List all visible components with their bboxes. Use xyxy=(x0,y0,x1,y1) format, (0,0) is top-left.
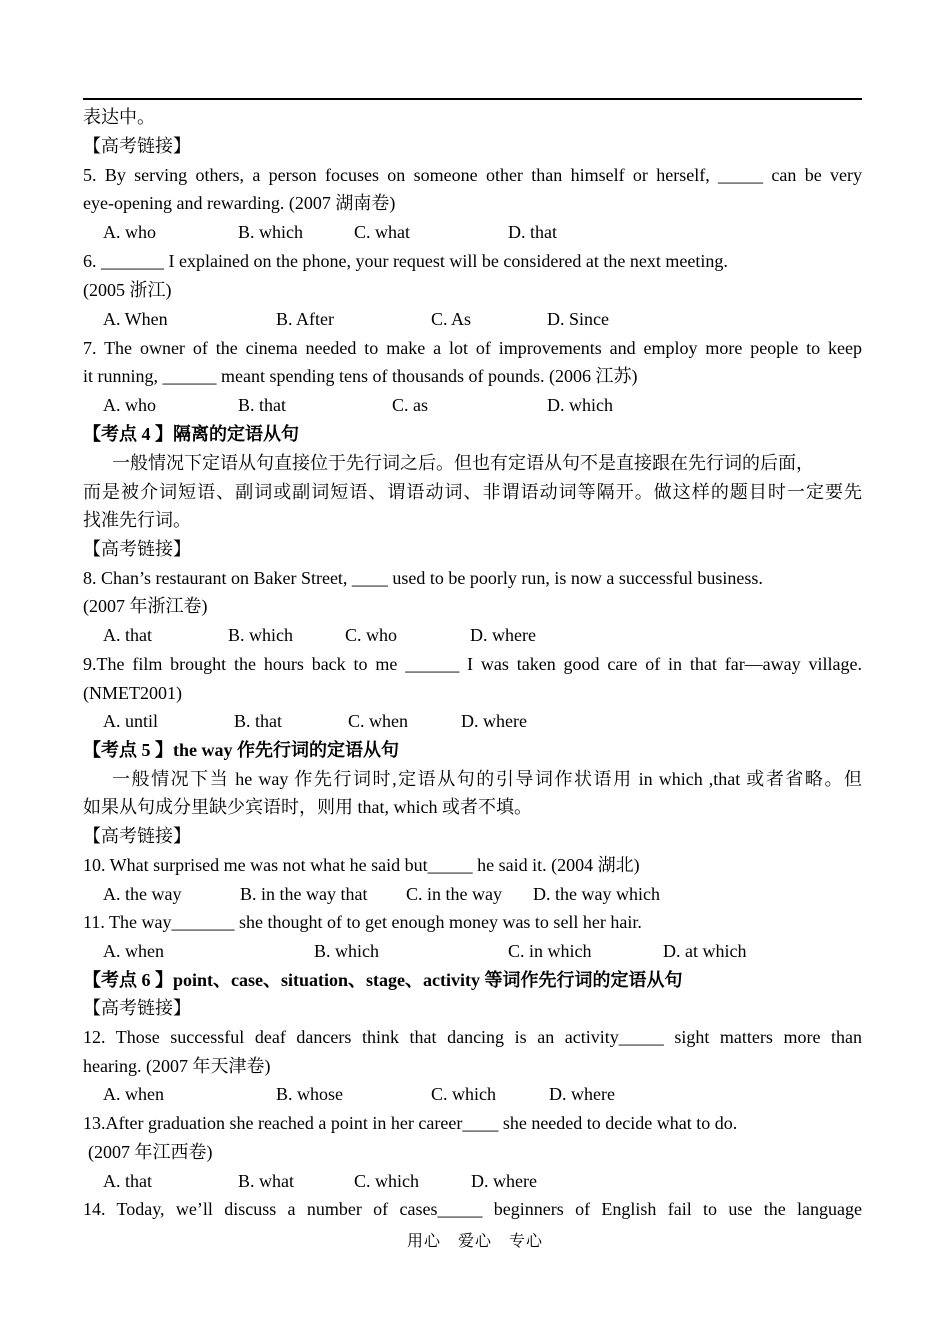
option: C. who xyxy=(345,625,398,645)
question-5-line-2: eye-opening and rewarding. (2007 湖南卷) xyxy=(83,193,396,213)
option: B. which xyxy=(314,941,379,961)
question-12-line-2: hearing. (2007 年天津卷) xyxy=(83,1056,271,1076)
section-heading-4: 【考点 4 】隔离的定语从句 xyxy=(83,424,299,444)
text-line: 表达中。 xyxy=(83,107,155,127)
question-9-line-2: (NMET2001) xyxy=(83,683,182,703)
option: A. when xyxy=(103,941,164,961)
option: D. where xyxy=(461,711,527,731)
section-link-heading: 【高考链接】 xyxy=(83,539,191,559)
section-4-paragraph-line: 而是被介词短语、副词或副词短语、谓语动词、非谓语动词等隔开。做这样的题目时一定要先 xyxy=(83,482,862,502)
option: C. which xyxy=(354,1171,419,1191)
option: C. in which xyxy=(508,941,592,961)
option: A. until xyxy=(103,711,159,731)
question-8-line-1: 8. Chan’s restaurant on Baker Street, ____ used to be poorly run, is now a successful business. xyxy=(83,568,763,588)
section-link-heading: 【高考链接】 xyxy=(83,136,191,156)
option: D. Since xyxy=(547,309,609,329)
question-6-line-2: (2005 浙江) xyxy=(83,280,172,300)
option: A. when xyxy=(103,1084,164,1104)
option: A. the way xyxy=(103,884,182,904)
option: A. that xyxy=(103,1171,152,1191)
section-5-paragraph-line: 如果从句成分里缺少宾语时，则用 that, which 或者不填。 xyxy=(83,797,532,817)
option: D. the way which xyxy=(533,884,660,904)
option: B. that xyxy=(234,711,282,731)
section-4-paragraph-line: 一般情况下定语从句直接位于先行词之后。但也有定语从句不是直接跟在先行词的后面， xyxy=(112,453,814,473)
section-link-heading: 【高考链接】 xyxy=(83,998,191,1018)
question-7-line-2: it running, ______ meant spending tens of thousands of pounds. (2006 江苏) xyxy=(83,366,638,386)
question-5-line-1: 5. By serving others, a person focuses on someone other than himself or herself, _____ can be very xyxy=(83,165,862,185)
section-5-paragraph-line: 一般情况下当 he way 作先行词时,定语从句的引导词作状语用 in which ,that 或者省略。但 xyxy=(112,769,862,789)
question-11-line-1: 11. The way_______ she thought of to get enough money was to sell her hair. xyxy=(83,912,642,932)
option: C. As xyxy=(431,309,472,329)
option: A. When xyxy=(103,309,168,329)
option: D. where xyxy=(549,1084,615,1104)
question-14-line-1: 14. Today, we’ll discuss a number of cases_____ beginners of English fail to use the language xyxy=(83,1199,862,1219)
option: D. which xyxy=(547,395,613,415)
option: D. where xyxy=(471,1171,537,1191)
option: A. who xyxy=(103,395,156,415)
option: C. when xyxy=(348,711,408,731)
option: C. what xyxy=(354,222,410,242)
option: B. which xyxy=(238,222,303,242)
question-7-line-1: 7. The owner of the cinema needed to make a lot of improvements and employ more people to keep xyxy=(83,338,862,358)
question-6-line-1: 6. _______ I explained on the phone, your request will be considered at the next meeting. xyxy=(83,251,728,271)
option: B. in the way that xyxy=(240,884,368,904)
section-heading-5: 【考点 5 】the way 作先行词的定语从句 xyxy=(83,740,399,760)
question-12-line-1: 12. Those successful deaf dancers think that dancing is an activity_____ sight matters more than xyxy=(83,1027,862,1047)
question-13-line-1: 13.After graduation she reached a point in her career____ she needed to decide what to do. xyxy=(83,1113,738,1133)
question-8-line-2: (2007 年浙江卷) xyxy=(83,596,208,616)
question-9-line-1: 9.The film brought the hours back to me ______ I was taken good care of in that far—away village. xyxy=(83,654,862,674)
option: B. what xyxy=(238,1171,294,1191)
section-link-heading: 【高考链接】 xyxy=(83,826,191,846)
option: B. whose xyxy=(276,1084,343,1104)
option: D. at which xyxy=(663,941,747,961)
option: A. who xyxy=(103,222,156,242)
option: D. where xyxy=(470,625,536,645)
section-heading-6: 【考点 6 】point、case、situation、stage、activity 等词作先行词的定语从句 xyxy=(83,970,683,990)
page-footer: 用心 爱心 专心 xyxy=(406,1233,543,1250)
option: D. that xyxy=(508,222,557,242)
question-13-line-2: (2007 年江西卷) xyxy=(88,1142,213,1162)
option: C. as xyxy=(392,395,428,415)
header-rule xyxy=(83,98,862,100)
option: B. which xyxy=(228,625,293,645)
section-4-paragraph-line: 找准先行词。 xyxy=(83,510,191,530)
option: B. After xyxy=(276,309,334,329)
option: C. which xyxy=(431,1084,496,1104)
option: A. that xyxy=(103,625,152,645)
option: C. in the way xyxy=(406,884,502,904)
question-10-line-1: 10. What surprised me was not what he said but_____ he said it. (2004 湖北) xyxy=(83,855,640,875)
option: B. that xyxy=(238,395,286,415)
